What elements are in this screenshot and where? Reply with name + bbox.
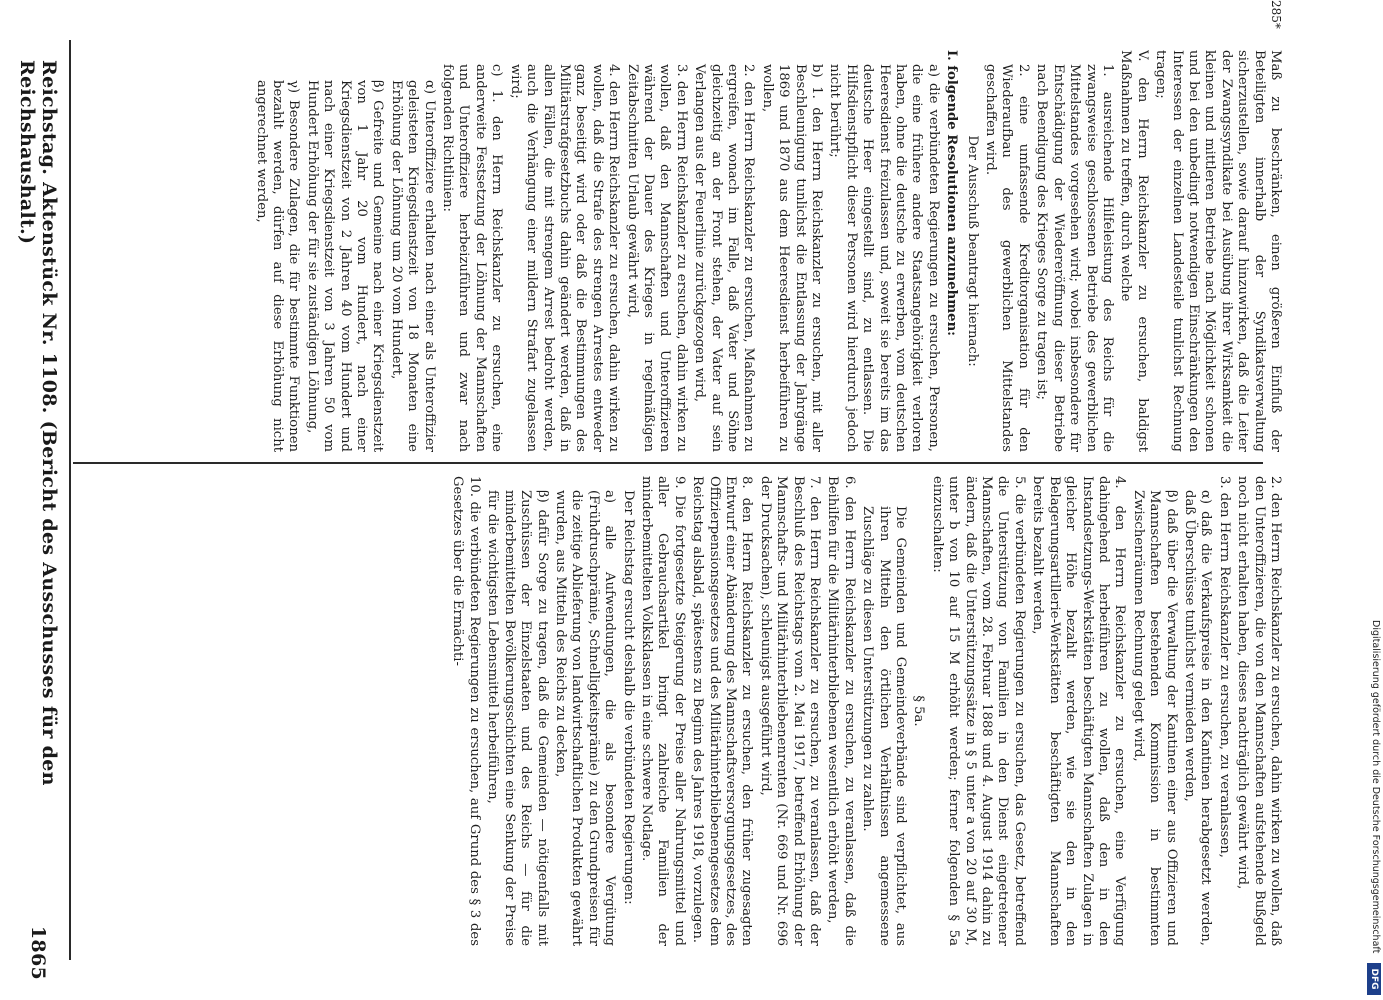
paragraph: Der Ausschuß beantragt hiernach:: [964, 135, 980, 367]
paragraph: α) Unteroffiziere erhalten nach einer als Unteroffizier geleisteten Kriegsdienstzeit von 18 Monaten eine Erhöhung der Löhnung um 20 vom Hundert,: [388, 80, 437, 452]
paragraph: V. den Herrn Reichskanzler zu ersuchen, baldigst Maßnahmen zu treffen, durch welche: [1118, 50, 1150, 452]
section-heading: § 5a.: [911, 695, 927, 727]
paragraph: b) 1. den Herrn Reichskanzler zu ersuchen, mit aller Beschleunigung tunlichst die Entlassung der Jahrgänge 1869 und 1870 aus dem Heeresdienst herbeiführen zu wollen,: [759, 64, 825, 452]
paragraph: a) alle Aufwendungen, die als besondere Vergütung (Frühdruschprämie, Schnelligkeitsprämie) zu den Grundpreisen für die zeitige Ablieferung von landwirtschaftlichen Produkten gewährt wurden, aus Mitteln des Reichs zu decken,: [552, 490, 618, 946]
header-title: Reichstag. Aktenstück Nr. 1108. (Bericht des Ausschusses für den Reichshaushalt.): [16, 60, 60, 786]
paragraph: 3. den Herrn Reichskanzler zu ersuchen, dahin wirken zu wollen, daß den Mannschaften und Unteroffizieren während der Dauer des Krieges in regelmäßigen Zeitabschnitten Urlaub gewährt wird,: [624, 64, 689, 452]
paragraph: γ) Besondere Zulagen, die für bestimmte Funktionen bezahlt werden, dürfen auf diese Erhöhung nicht angerechnet werden,: [253, 80, 302, 452]
paragraph: 2. den Herrn Reichskanzler zu ersuchen, Maßnahmen zu ergreifen, wonach im Falle, daß Vater und Söhne gleichzeitig an der Front stehen, der Vater auf sein Verlangen aus der Feuerlinie zurückgezogen wird,: [692, 64, 757, 452]
paragraph: 8. den Herrn Reichskanzler zu ersuchen, den früher zugesagten Entwurf einer Abänderung des Mannschaftsversorgungsgesetzes, des Offizierpensionsgesetzes und des Militärhinterbliebenengesetzes dem Reichstag alsbald, spätestens zu Beginn des Jahres 1918, vorzulegen.: [690, 476, 755, 946]
header-rule: [69, 40, 71, 960]
paragraph: 7. den Herrn Reichskanzler zu ersuchen, zu veranlassen, daß der Beschluß des Reichstags vom 2. Mai 1917, betreffend Erhöhung der Mannschafts- und Militärhinterbliebenenrenten (Nr. 669 und Nr. 696 der Drucksachen), schleunigst ausgeführt wird,: [757, 476, 823, 946]
paragraph: 3. den Herrn Reichskanzler zu ersuchen, zu veranlassen,: [1216, 476, 1232, 858]
paragraph: 10. die verbündeten Regierungen zu ersuchen, auf Grund des § 3 des Gesetzes über die Ermächti-: [450, 476, 482, 946]
digitization-note: Digitalisierung gefördert durch die Deutsche Forschungsgemeinschaft: [1370, 620, 1381, 954]
paragraph: 9. Die fortgesetzte Steigerung der Preise aller Nahrungsmittel und aller Gebrauchsartikel bringt zahlreiche Familien der minderbemittelten Volksklassen in eine schwere Notlage.: [638, 476, 687, 946]
paragraph: α) daß die Verkaufspreise in den Kantinen herabgesetzt werden, daß Überschüsse tunlichst vermieden werden,: [1181, 490, 1214, 946]
footer-signature: 285*: [1269, 0, 1283, 29]
page-number: 1865: [27, 925, 49, 980]
paragraph: 2. den Herrn Reichskanzler zu ersuchen, dahin wirken zu wollen, daß den Unteroffizieren, die von den Mannschaften aufstehende Bußgeld noch nicht erhalten haben, dieses nachträglich gewährt wird,: [1235, 476, 1283, 946]
paragraph: Der Reichstag ersucht deshalb die verbündeten Regierungen:: [620, 490, 636, 905]
right-column: [78, 476, 1283, 946]
paragraph: 6. den Herrn Reichskanzler zu ersuchen, zu veranlassen, daß die Beihilfen für die Militärhinterbliebenen wesentlich erhöht werden,: [825, 476, 857, 946]
paragraph: 2. eine umfassende Kreditorganisation für den Wiederaufbau des gewerblichen Mittelstandes geschaffen wird.: [983, 64, 1031, 452]
dfg-logo-icon: DFG: [1367, 963, 1381, 995]
paragraph: β) dafür Sorge zu tragen, daß die Gemeinden — nötigenfalls mit Zuschüssen der Einzelstaaten und des Reichs — für die minderbemittelten Bevölkerungsschichten eine Senkung der Preise für die wichtigsten Lebensmittel herbeiführen,: [485, 490, 550, 946]
paragraph: β) Gefreite und Gemeine nach einer Kriegsdienstzeit von 1 Jahr 20 vom Hundert, nach einer Kriegsdienstzeit von 2 Jahren 40 vom Hundert und nach einer Kriegsdienstzeit von 3 Jahren 50 vom Hundert Erhöhung der für sie zuständigen Löhnung,: [304, 80, 386, 452]
paragraph: β) daß über die Verwaltung der Kantinen einer aus Offizieren und Mannschaften bestehenden Kommission in bestimmten Zwischenräumen Rechnung gelegt wird,: [1130, 490, 1179, 946]
paragraph: a) die verbündeten Regierungen zu ersuchen, Personen, die eine frühere andere Staatsangehörigkeit verloren haben, ohne die deutsche zu erwerben, vom deutschen Heeresdienst freizulassen und, soweit sie bereits im das deutsche Heer eingestellt sind, zu entlassen. Die Hilfsdienstpflicht dieser Personen wird hierdurch jedoch nicht berührt;: [827, 64, 941, 452]
paragraph: 1. ausreichende Hilfeleistung des Reichs für die zwangsweise geschlossenen Betriebe des gewerblichen Mittelstandes vorgesehen wird; wobei insbesondere für Entschädigung der Wiedereröffnung dieser Betriebe nach Beendigung des Krieges Sorge zu tragen ist;: [1034, 64, 1115, 452]
column-divider: [73, 462, 1263, 464]
paragraph: c) 1. den Herrn Reichskanzler zu ersuchen, eine anderweite Festsetzung der Löhnung der Mannschaften und Unteroffiziere herbeizuführen und zwar nach folgenden Richtlinien:: [440, 64, 505, 452]
paragraph: 4. den Herrn Reichskanzler zu ersuchen, eine Verfügung dahingehend herbeiführen zu wollen, daß den in den Instandsetzungs-Werkstätten beschäftigten Mannschaften Zulagen in gleicher Höhe bezahlt werden, wie sie den in den Belagerungsartillerie-Werkstätten beschäftigten Mannschaften bereits bezahlt werden,: [1030, 476, 1128, 946]
section-heading: I. folgende Resolutionen anzunehmen:: [944, 50, 960, 337]
paragraph: Die Gemeinden und Gemeindeverbände sind verpflichtet, aus ihren Mitteln den örtlichen Verhältnissen angemessene Zuschläge zu diesen Unterstützungen zu zahlen.: [860, 506, 909, 946]
page-header: [18, 60, 58, 980]
paragraph: 4. den Herrn Reichskanzler zu ersuchen, dahin wirken zu wollen, daß die Strafe des strengen Arrestes entweder ganz beseitigt wird oder daß die Bestimmungen des Militärstrafgesetzbuchs dahin geändert werden, daß in allen Fällen, die mit strengem Arrest bedroht werden, auch die Verhängung einer mildern Strafart zugelassen wird;: [507, 64, 622, 452]
paragraph: Maß zu beschränken, einen größeren Einfluß der Beteiligten innerhalb der Syndikatsverwaltung sicherzustellen, sowie darauf hinzuwirken, daß die Leiter der Zwangssyndikate bei Ausübung ihrer Wirksamkeit die kleinen und mittleren Betriebe nach Möglichkeit schonen und bei den unbedingt notwendigen Einschränkungen den Interessen der einzelnen Landesteile tunlichst Rechnung tragen;: [1153, 50, 1283, 452]
paragraph: 5. die verbündeten Regierungen zu ersuchen, das Gesetz, betreffend die Unterstützung von Familien in den Dienst eingetretener Mannschaften, vom 28. Februar 1888 und 4. August 1914 dahin zu ändern, daß die Unterstützungssätze in § 5 unter a von 20 auf 30 M, unter b von 10 auf 15 M erhöht werden; ferner folgenden § 5a einzuschalten:: [929, 476, 1027, 946]
left-column: [78, 50, 1283, 452]
